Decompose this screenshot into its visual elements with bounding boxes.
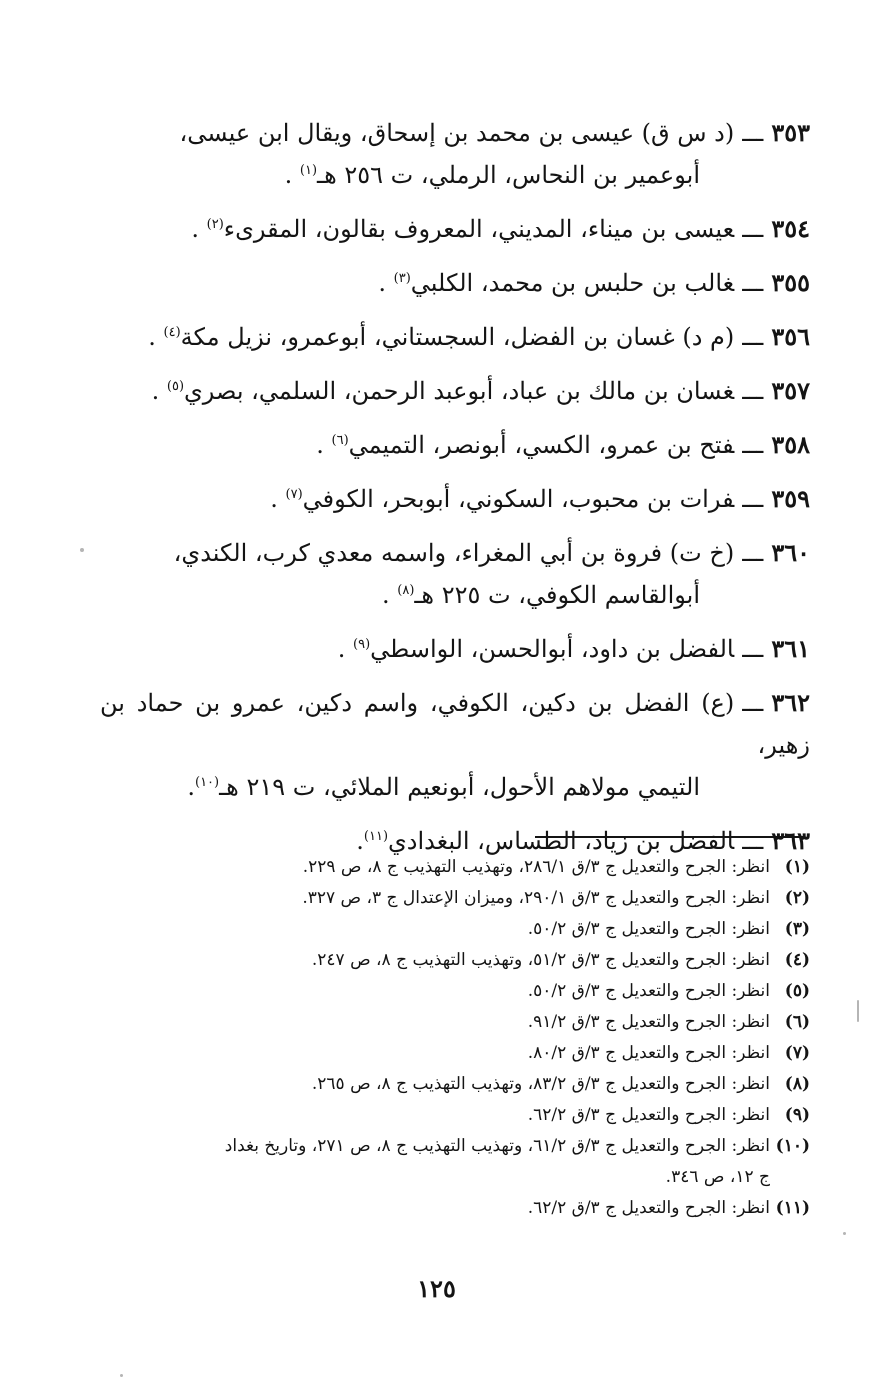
entry-text: فرات بن محبوب، السكوني، أبوبحر، الكوفي	[302, 485, 735, 513]
footnote-ref: (١١)	[363, 829, 389, 844]
entry-dash: ـــ	[742, 635, 764, 663]
entry-text: غالب بن حلبس بن محمد، الكلبي	[410, 269, 735, 297]
entry-354	[100, 208, 810, 250]
footnote-10	[110, 1131, 810, 1193]
footnote-ref: (٦)	[331, 433, 349, 448]
entry-number: ٣٥٥	[771, 268, 810, 297]
footnote-number: (١)	[784, 857, 810, 877]
scan-speck	[120, 1374, 123, 1377]
footnote-3	[110, 914, 810, 945]
entry-number: ٣٦٢	[771, 688, 810, 717]
entry-dash: ـــ	[742, 431, 764, 459]
entry-text: فتح بن عمرو، الكسي، أبونصر، التميمي	[348, 431, 735, 459]
footnote-11	[110, 1193, 810, 1224]
entry-dash: ـــ	[742, 119, 764, 147]
entry-dash: ـــ	[742, 377, 764, 405]
entry-number: ٣٥٣	[771, 118, 810, 147]
footnote-ref: (٤)	[163, 325, 181, 340]
footnotes-list	[110, 852, 810, 1224]
entry-text: غسان بن مالك بن عباد، أبوعبد الرحمن، السلمي، بصري	[184, 377, 735, 405]
entry-continuation	[100, 154, 810, 196]
entry-353	[100, 112, 810, 196]
footnote-ref: (٣)	[393, 271, 411, 286]
footnote-continuation: ج ١٢، ص ٣٤٦.	[665, 1167, 770, 1187]
footnote-text: انظر: الجرح والتعديل ج ٣/ق ٩١/٢.	[527, 1012, 770, 1032]
entry-dash: ـــ	[742, 485, 764, 513]
footnote-number: (٩)	[784, 1105, 810, 1125]
entry-number: ٣٥٨	[771, 430, 810, 459]
entry-number: ٣٦٠	[771, 538, 810, 567]
entry-dash: ـــ	[742, 827, 764, 855]
entry-number: ٣٥٤	[771, 214, 810, 243]
entry-text: الفضل بن داود، أبوالحسن، الواسطي	[370, 635, 735, 663]
entry-text: (د س ق) عيسى بن محمد بن إسحاق، ويقال ابن عيسى،	[179, 119, 735, 147]
footnote-text: انظر: الجرح والتعديل ج ٣/ق ٥٠/٢.	[527, 981, 770, 1001]
footnote-1	[110, 852, 810, 883]
entry-period: .	[191, 215, 200, 243]
entry-period: .	[284, 161, 293, 189]
entry-text: (م د) غسان بن الفضل، السجستاني، أبوعمرو، نزيل مكة	[180, 323, 735, 351]
footnote-6	[110, 1007, 810, 1038]
footnote-number: (٥)	[784, 981, 810, 1001]
scan-speck	[857, 1000, 859, 1022]
entry-continuation-text: أبوعمير بن النحاس، الرملي، ت ٢٥٦ هـ	[317, 161, 700, 189]
footnote-number: (٤)	[784, 950, 810, 970]
footnote-7	[110, 1038, 810, 1069]
footnote-text: انظر: الجرح والتعديل ج ٣/ق ٨٣/٢، وتهذيب التهذيب ج ٨، ص ٢٦٥.	[311, 1074, 770, 1094]
entry-period: .	[187, 773, 195, 801]
footnote-text: انظر: الجرح والتعديل ج ٣/ق ٢٨٦/١، وتهذيب التهذيب ج ٨، ص ٢٢٩.	[302, 857, 770, 877]
entry-dash: ـــ	[742, 269, 764, 297]
entry-continuation	[100, 766, 810, 808]
footnote-ref: (٧)	[285, 487, 303, 502]
footnote-number: (١١)	[775, 1198, 810, 1218]
entry-358	[100, 424, 810, 466]
entry-dash: ـــ	[742, 323, 764, 351]
entry-period: .	[151, 377, 160, 405]
entry-number: ٣٥٦	[771, 322, 810, 351]
page-number: ١٢٥	[417, 1274, 456, 1303]
entry-continuation-text: أبوالقاسم الكوفي، ت ٢٢٥ هـ	[414, 581, 700, 609]
entry-text: (ع) الفضل بن دكين، الكوفي، واسم دكين، عمرو بن حماد بن زهير،	[100, 689, 810, 759]
footnote-text: انظر: الجرح والتعديل ج ٣/ق ٨٠/٢.	[527, 1043, 770, 1063]
footnote-5	[110, 976, 810, 1007]
footnote-text: انظر: الجرح والتعديل ج ٣/ق ٢٩٠/١، وميزان الإعتدال ج ٣، ص ٣٢٧.	[302, 888, 770, 908]
entry-number: ٣٥٩	[771, 484, 810, 513]
footnote-ref: (٥)	[166, 379, 185, 394]
footnote-ref: (٨)	[397, 583, 415, 598]
footnote-number: (١٠)	[775, 1136, 810, 1156]
entry-period: .	[356, 827, 364, 855]
footnote-number: (٣)	[784, 919, 810, 939]
footnote-text: انظر: الجرح والتعديل ج ٣/ق ٥٠/٢.	[527, 919, 770, 939]
entry-text: عيسى بن ميناء، المديني، المعروف بقالون، المقرىء	[223, 215, 735, 243]
entry-period: .	[378, 269, 387, 297]
entry-359	[100, 478, 810, 520]
footnote-8	[110, 1069, 810, 1100]
entry-dash: ـــ	[742, 539, 764, 567]
footnote-number: (٨)	[784, 1074, 810, 1094]
entry-360	[100, 532, 810, 616]
entry-text: (خ ت) فروة بن أبي المغراء، واسمه معدي كرب، الكندي،	[173, 539, 735, 567]
footnote-4	[110, 945, 810, 976]
footnote-ref: (٩)	[353, 637, 371, 652]
entry-period: .	[270, 485, 278, 513]
entry-continuation-text: التيمي مولاهم الأحول، أبونعيم الملائي، ت ٢١٩ هـ	[219, 773, 700, 801]
footnote-ref: (١٠)	[194, 775, 220, 790]
entries-list	[100, 112, 810, 874]
footnote-9	[110, 1100, 810, 1131]
footnote-separator	[535, 836, 805, 838]
entry-period: .	[337, 635, 346, 663]
entry-355	[100, 262, 810, 304]
footnote-text: انظر: الجرح والتعديل ج ٣/ق ٦٢/٢.	[527, 1198, 770, 1218]
footnote-text: انظر: الجرح والتعديل ج ٣/ق ٦١/٢، وتهذيب التهذيب ج ٨، ص ٢٧١، وتاريخ بغداد	[224, 1136, 770, 1156]
entry-357	[100, 370, 810, 412]
footnote-number: (٧)	[784, 1043, 810, 1063]
entry-period: .	[316, 431, 324, 459]
entry-356	[100, 316, 810, 358]
footnote-ref: (١)	[299, 163, 318, 178]
entry-continuation	[100, 574, 810, 616]
footnote-number: (٦)	[784, 1012, 810, 1032]
entry-text: الفضل بن زياد، الطساس، البغدادي	[388, 827, 735, 855]
footnote-text: انظر: الجرح والتعديل ج ٣/ق ٥١/٢، وتهذيب التهذيب ج ٨، ص ٢٤٧.	[311, 950, 770, 970]
footnote-ref: (٢)	[206, 217, 224, 232]
scan-speck	[80, 548, 84, 552]
entry-period: .	[381, 581, 390, 609]
entry-dash: ـــ	[742, 215, 764, 243]
entry-period: .	[148, 323, 156, 351]
footnote-number: (٢)	[784, 888, 810, 908]
entry-dash: ـــ	[742, 689, 764, 717]
entry-number: ٣٥٧	[771, 376, 810, 405]
scan-speck	[843, 1232, 846, 1235]
entry-number: ٣٦١	[771, 634, 810, 663]
footnote-2	[110, 883, 810, 914]
entry-362	[100, 682, 810, 808]
entry-number: ٣٦٣	[771, 826, 810, 855]
entry-361	[100, 628, 810, 670]
footnote-text: انظر: الجرح والتعديل ج ٣/ق ٦٢/٢.	[527, 1105, 770, 1125]
